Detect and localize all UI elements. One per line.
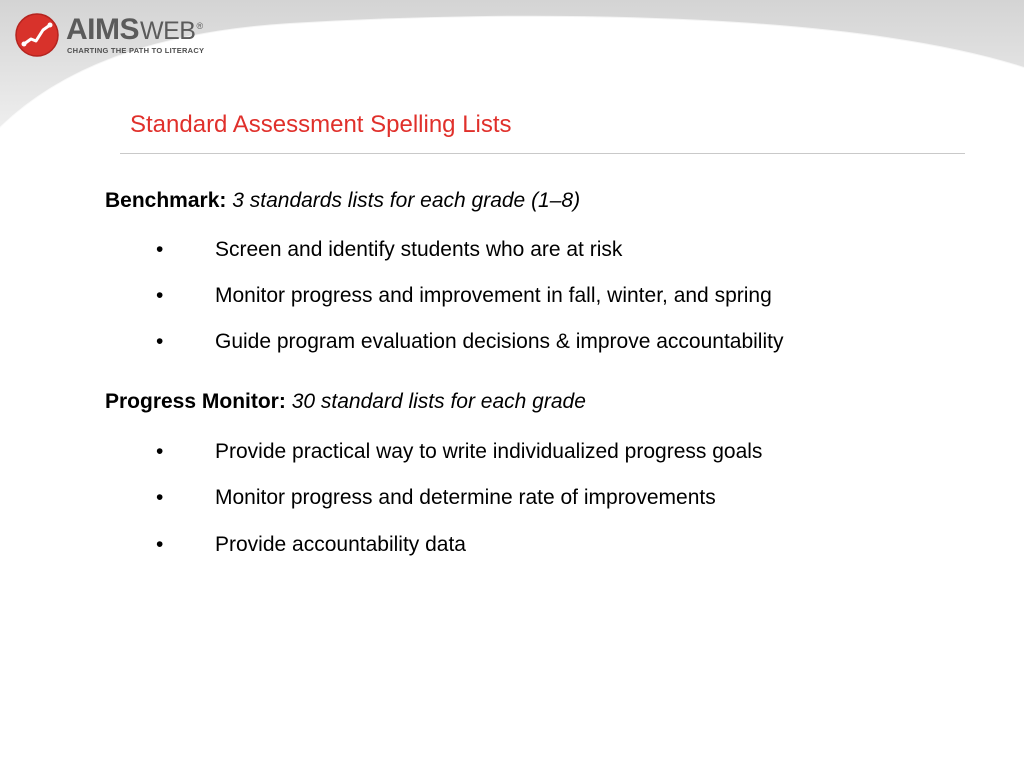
logo-registered-mark: ® (196, 21, 203, 31)
list-item (0, 330, 1024, 356)
list-item (0, 486, 1024, 512)
section-description: 30 standard lists for each grade (291, 390, 586, 413)
list-item-text: Guide program evaluation decisions & improve accountability (215, 330, 784, 353)
list-item (0, 533, 1024, 559)
bullet-icon: • (156, 533, 164, 556)
bullet-icon: • (156, 238, 164, 261)
bullet-icon: • (156, 440, 164, 463)
page-title: Standard Assessment Spelling Lists (130, 111, 512, 138)
list-item (0, 440, 1024, 466)
list-item-text: Provide accountability data (215, 533, 466, 556)
logo-tagline: CHARTING THE PATH TO LITERACY (67, 46, 205, 55)
list-item-text: Monitor progress and determine rate of improvements (215, 486, 716, 509)
bullet-icon: • (156, 284, 164, 307)
logo-word-main: AIMS (66, 13, 139, 46)
section-description: 3 standards lists for each grade (1–8) (232, 189, 581, 212)
list-item-text: Provide practical way to write individualized progress goals (215, 440, 763, 463)
section-heading-progress-monitor (105, 390, 586, 414)
title-divider (120, 153, 965, 154)
section-heading-benchmark (105, 189, 580, 213)
list-item (0, 284, 1024, 310)
list-item (0, 238, 1024, 264)
bullet-icon: • (156, 330, 164, 353)
section-label: Progress Monitor: (105, 390, 286, 413)
list-item-text: Monitor progress and improvement in fall, winter, and spring (215, 284, 772, 307)
section-label: Benchmark: (105, 189, 227, 212)
chart-growth-icon (14, 12, 60, 58)
bullet-icon: • (156, 486, 164, 509)
logo-wordmark (66, 15, 203, 46)
logo-word-second: WEB (140, 17, 196, 45)
list-item-text: Screen and identify students who are at risk (215, 238, 623, 261)
